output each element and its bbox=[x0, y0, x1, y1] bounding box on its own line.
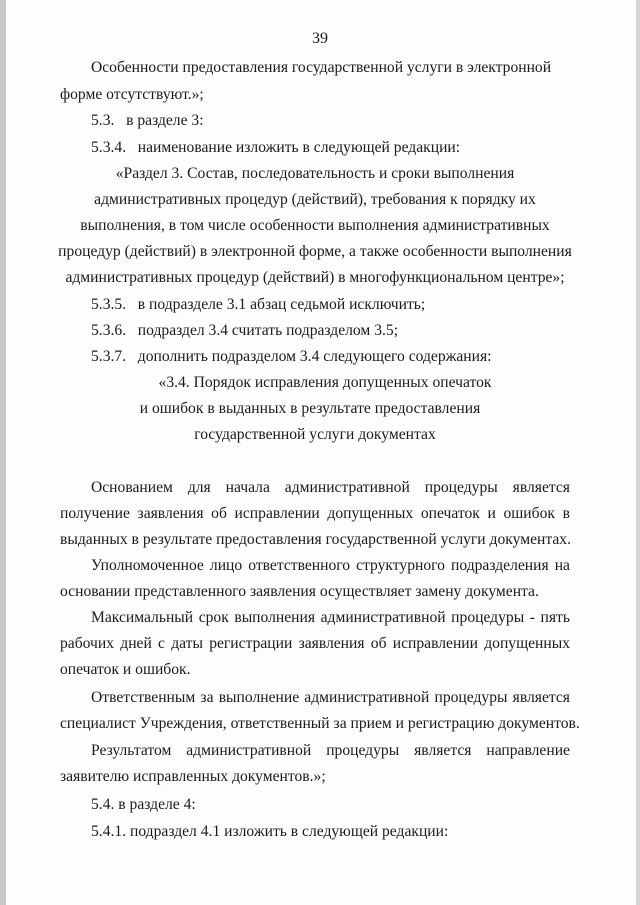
text-line: заявителю исправленных документов.»; bbox=[60, 768, 326, 785]
text-line: специалист Учреждения, ответственный за прием и регистрацию документов. bbox=[60, 715, 580, 732]
text-line: основании представленного заявления осуществляет замену документа. bbox=[60, 583, 539, 600]
word: Уполномоченное bbox=[91, 557, 204, 574]
text-line: опечаток и ошибок. bbox=[60, 661, 191, 678]
word: срок bbox=[198, 609, 229, 626]
word: Ответственным bbox=[91, 689, 196, 706]
word: процедуры bbox=[451, 609, 525, 626]
word: дней bbox=[120, 635, 152, 652]
word: административной bbox=[304, 689, 430, 706]
text-line: выполнения, в том числе особенности выполнения административных bbox=[80, 217, 550, 234]
word: рабочих bbox=[60, 635, 115, 652]
text-line: Особенности предоставления государственной услуги в электронной bbox=[91, 59, 552, 76]
text-line-justified bbox=[91, 556, 570, 576]
word: об bbox=[211, 505, 227, 522]
text-line: 5.3.4. наименование изложить в следующей редакции: bbox=[91, 139, 461, 156]
word: с bbox=[158, 635, 165, 652]
word: процедуры bbox=[326, 742, 400, 759]
word: регистрации bbox=[209, 635, 293, 652]
word: является bbox=[414, 742, 472, 759]
word: лицо bbox=[209, 557, 243, 574]
text-line: 5.3.5. в подразделе 3.1 абзац седьмой исключить; bbox=[91, 296, 426, 313]
word: - bbox=[529, 609, 535, 626]
word: Результатом bbox=[91, 742, 172, 759]
word: заявления bbox=[298, 635, 365, 652]
text-line: 5.3.7. дополнить подразделом 3.4 следующего содержания: bbox=[91, 348, 492, 365]
word: начала bbox=[225, 479, 270, 496]
text-line: 5.4.1. подраздел 4.1 изложить в следующей редакции: bbox=[91, 823, 449, 840]
word: выполнение bbox=[218, 689, 300, 706]
text-line: и ошибок в выданных в результате предоставления bbox=[139, 400, 481, 417]
scan-left-edge bbox=[0, 0, 6, 905]
word: исправлении bbox=[392, 635, 478, 652]
word: заявления bbox=[137, 505, 204, 522]
word: пять bbox=[540, 609, 570, 626]
word: опечаток bbox=[420, 505, 480, 522]
word: Максимальный bbox=[91, 609, 194, 626]
word: административной bbox=[320, 609, 446, 626]
word: ответственного bbox=[248, 557, 351, 574]
word: для bbox=[187, 479, 211, 496]
text-line: «Раздел 3. Состав, последовательность и сроки выполнения bbox=[115, 165, 515, 182]
page-number: 39 bbox=[312, 30, 328, 47]
text-line-justified bbox=[91, 608, 570, 628]
word: допущенных bbox=[484, 635, 570, 652]
word: административной bbox=[186, 742, 312, 759]
text-line: государственной услуги документах bbox=[194, 426, 436, 443]
text-line: административных процедур (действий) в многофункциональном центре»; bbox=[65, 269, 565, 286]
word: на bbox=[554, 557, 570, 574]
word: процедуры bbox=[434, 689, 508, 706]
text-line-justified bbox=[60, 634, 570, 654]
word: направление bbox=[486, 742, 570, 759]
text-line-justified bbox=[91, 688, 570, 708]
word: получение bbox=[60, 505, 130, 522]
text-line-justified bbox=[60, 504, 570, 524]
text-line: «3.4. Порядок исправления допущенных опечаток bbox=[158, 374, 492, 391]
word: административной bbox=[284, 479, 410, 496]
word: в bbox=[562, 505, 570, 522]
text-line: форме отсутствуют.»; bbox=[60, 86, 204, 103]
text-line-justified bbox=[91, 478, 570, 498]
word: ошибок bbox=[503, 505, 555, 522]
text-line: 5.3.6. подраздел 3.4 считать подразделом 3.5; bbox=[91, 322, 399, 339]
text-line: 5.3. в разделе 3: bbox=[91, 112, 204, 129]
scan-right-edge bbox=[636, 0, 640, 905]
word: структурного bbox=[356, 557, 445, 574]
word: Основанием bbox=[91, 479, 173, 496]
word: даты bbox=[171, 635, 203, 652]
word: выполнения bbox=[234, 609, 316, 626]
text-line: 5.4. в разделе 4: bbox=[91, 796, 196, 813]
word: исправлении bbox=[234, 505, 320, 522]
text-line: процедур (действий) в электронной форме, а также особенности выполнения bbox=[58, 243, 572, 260]
word: и bbox=[487, 505, 496, 522]
word: процедуры bbox=[424, 479, 498, 496]
text-line-justified bbox=[91, 741, 570, 761]
word: об bbox=[370, 635, 387, 652]
word: за bbox=[200, 689, 214, 706]
word: является bbox=[512, 479, 570, 496]
text-line: выданных в результате предоставления государственной услуги документах. bbox=[60, 531, 571, 548]
text-line: административных процедур (действий), требования к порядку их bbox=[94, 191, 536, 208]
word: допущенных bbox=[327, 505, 414, 522]
word: подразделения bbox=[451, 557, 549, 574]
word: является bbox=[512, 689, 570, 706]
